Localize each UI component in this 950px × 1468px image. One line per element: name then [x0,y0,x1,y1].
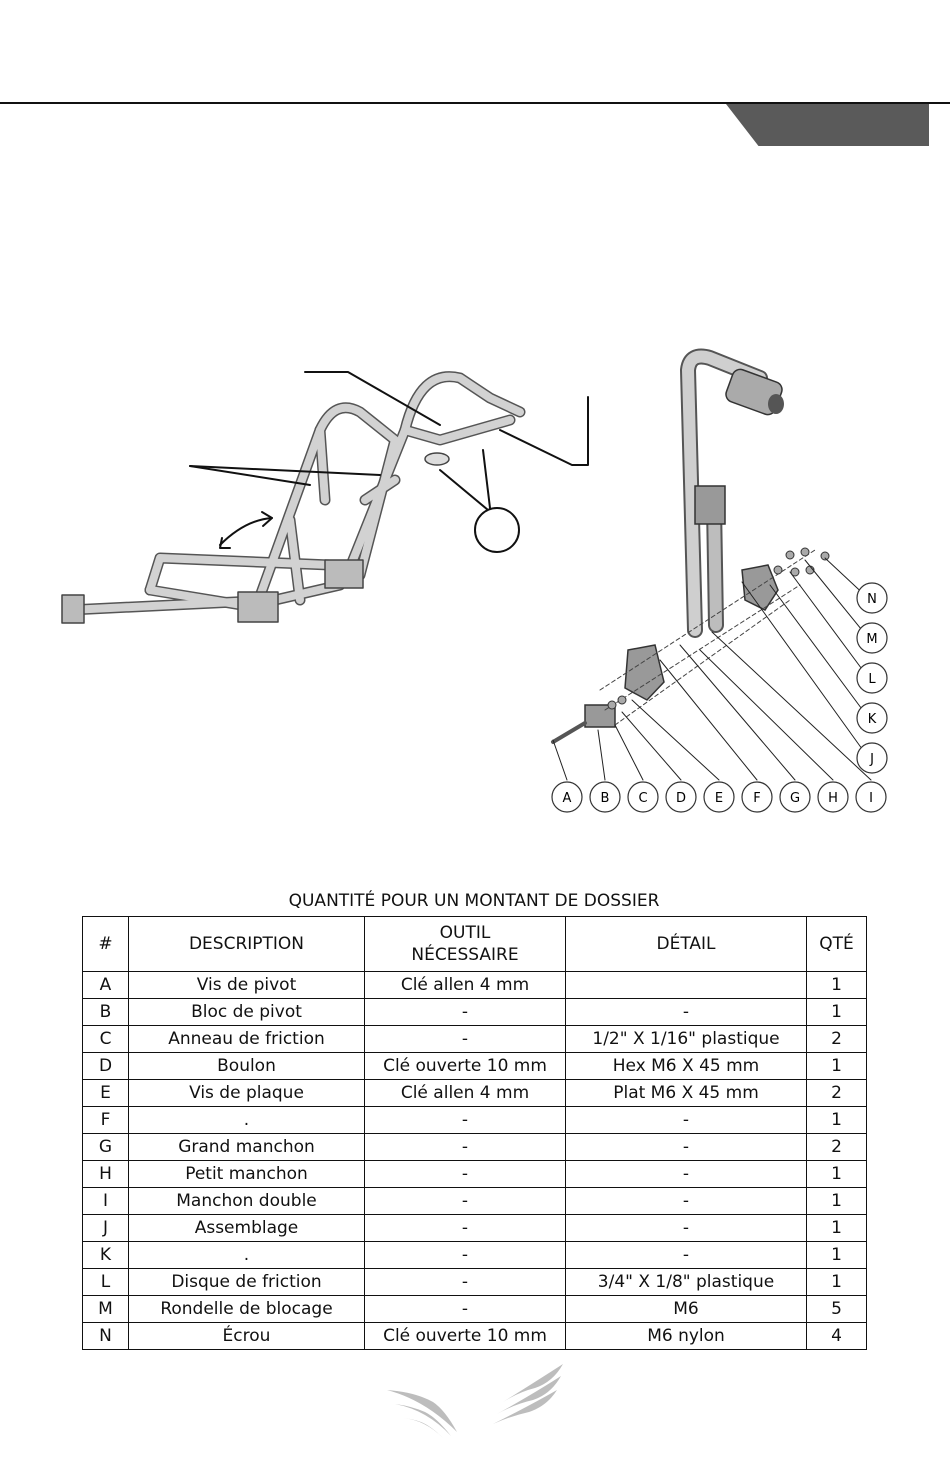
header-description: DESCRIPTION [129,917,365,972]
frame-illustration [62,372,588,623]
svg-text:C: C [638,791,648,806]
cell-qty: 2 [807,1026,867,1053]
svg-text:A: A [562,791,572,806]
cell-tool: - [365,1134,566,1161]
svg-text:G: G [789,791,801,806]
cell-detail [566,972,807,999]
table-row [83,1080,867,1107]
callout-m [857,623,887,653]
cell-tool: Clé ouverte 10 mm [365,1323,566,1350]
cell-tool: - [365,999,566,1026]
cell-num: H [83,1161,129,1188]
cell-description: Vis de pivot [129,972,365,999]
callout-l [857,663,887,693]
cell-description: Disque de friction [129,1269,365,1296]
table-row [83,1053,867,1080]
header-rule [0,102,950,104]
table-row [83,1242,867,1269]
cell-description: Rondelle de blocage [129,1296,365,1323]
cell-qty: 2 [807,1134,867,1161]
cell-qty: 1 [807,1053,867,1080]
cell-qty: 1 [807,1215,867,1242]
svg-text:K: K [867,712,877,727]
assembly-illustration [0,330,950,830]
cell-num: E [83,1080,129,1107]
parts-table [82,916,867,1350]
svg-text:M: M [866,632,878,647]
cell-num: A [83,972,129,999]
cell-qty: 1 [807,999,867,1026]
cell-tool: Clé allen 4 mm [365,1080,566,1107]
cell-detail: 3/4" X 1/8" plastique [566,1269,807,1296]
cell-description: Boulon [129,1053,365,1080]
cell-tool: - [365,1161,566,1188]
header-detail: DÉTAIL [566,917,807,972]
cell-detail: 1/2" X 1/16" plastique [566,1026,807,1053]
table-row [83,1215,867,1242]
svg-text:N: N [867,592,877,607]
cell-detail: Hex M6 X 45 mm [566,1053,807,1080]
cell-num: J [83,1215,129,1242]
cell-description: . [129,1107,365,1134]
cell-description: . [129,1242,365,1269]
callout-h [818,782,848,812]
cell-tool: - [365,1188,566,1215]
header-tool-line2: NÉCESSAIRE [411,945,519,965]
svg-text:I: I [869,791,873,806]
cell-tool: - [365,1215,566,1242]
cell-tool: - [365,1242,566,1269]
svg-text:B: B [600,791,610,806]
svg-text:L: L [868,672,876,687]
table-row [83,1107,867,1134]
cell-tool: - [365,1269,566,1296]
cell-qty: 1 [807,1188,867,1215]
wings-logo [385,1362,570,1442]
cell-qty: 1 [807,1107,867,1134]
cell-description: Grand manchon [129,1134,365,1161]
table-row [83,1296,867,1323]
cell-num: G [83,1134,129,1161]
cell-description: Vis de plaque [129,1080,365,1107]
callout-c [628,782,658,812]
cell-detail: - [566,1134,807,1161]
header-tool [365,917,566,972]
cell-num: L [83,1269,129,1296]
cell-detail: - [566,1215,807,1242]
callout-i [856,782,886,812]
cell-detail: - [566,999,807,1026]
callout-k [857,703,887,733]
exploded-view [553,357,871,781]
table-caption: QUANTITÉ POUR UN MONTANT DE DOSSIER [288,891,660,911]
cell-num: I [83,1188,129,1215]
cell-num: K [83,1242,129,1269]
callout-n [857,583,887,613]
callout-b [590,782,620,812]
table-row [83,999,867,1026]
table-header-row [83,917,867,972]
cell-qty: 1 [807,1242,867,1269]
table-row [83,1134,867,1161]
callout-e [704,782,734,812]
cell-detail: - [566,1161,807,1188]
cell-tool: - [365,1026,566,1053]
header-qty: QTÉ [807,917,867,972]
cell-qty: 5 [807,1296,867,1323]
cell-detail: - [566,1107,807,1134]
callout-f [742,782,772,812]
cell-description: Bloc de pivot [129,999,365,1026]
header-num: # [83,917,129,972]
cell-tool: - [365,1107,566,1134]
cell-tool: Clé allen 4 mm [365,972,566,999]
svg-text:H: H [828,791,838,806]
cell-num: C [83,1026,129,1053]
cell-qty: 1 [807,1161,867,1188]
table-row [83,1026,867,1053]
callout-g [780,782,810,812]
cell-detail: - [566,1242,807,1269]
cell-num: D [83,1053,129,1080]
table-row [83,1323,867,1350]
cell-description: Assemblage [129,1215,365,1242]
svg-text:F: F [753,791,761,806]
callout-j [857,743,887,773]
svg-text:E: E [714,791,724,806]
cell-description: Anneau de friction [129,1026,365,1053]
cell-tool: Clé ouverte 10 mm [365,1053,566,1080]
cell-description: Petit manchon [129,1161,365,1188]
table-row [83,1188,867,1215]
cell-description: Manchon double [129,1188,365,1215]
table-row [83,1161,867,1188]
table-row [83,972,867,999]
cell-detail: Plat M6 X 45 mm [566,1080,807,1107]
cell-tool: - [365,1296,566,1323]
cell-qty: 4 [807,1323,867,1350]
cell-detail: - [566,1188,807,1215]
table-row [83,1269,867,1296]
callout-a [552,782,582,812]
callout-d [666,782,696,812]
header-tool-line1: OUTIL [439,923,491,943]
cell-num: M [83,1296,129,1323]
cell-description: Écrou [129,1323,365,1350]
cell-num: F [83,1107,129,1134]
svg-text:J: J [870,752,874,767]
svg-text:D: D [675,791,687,806]
cell-qty: 2 [807,1080,867,1107]
cell-detail: M6 nylon [566,1323,807,1350]
cell-qty: 1 [807,972,867,999]
cell-detail: M6 [566,1296,807,1323]
section-tab [726,104,929,146]
cell-num: B [83,999,129,1026]
cell-num: N [83,1323,129,1350]
cell-qty: 1 [807,1269,867,1296]
